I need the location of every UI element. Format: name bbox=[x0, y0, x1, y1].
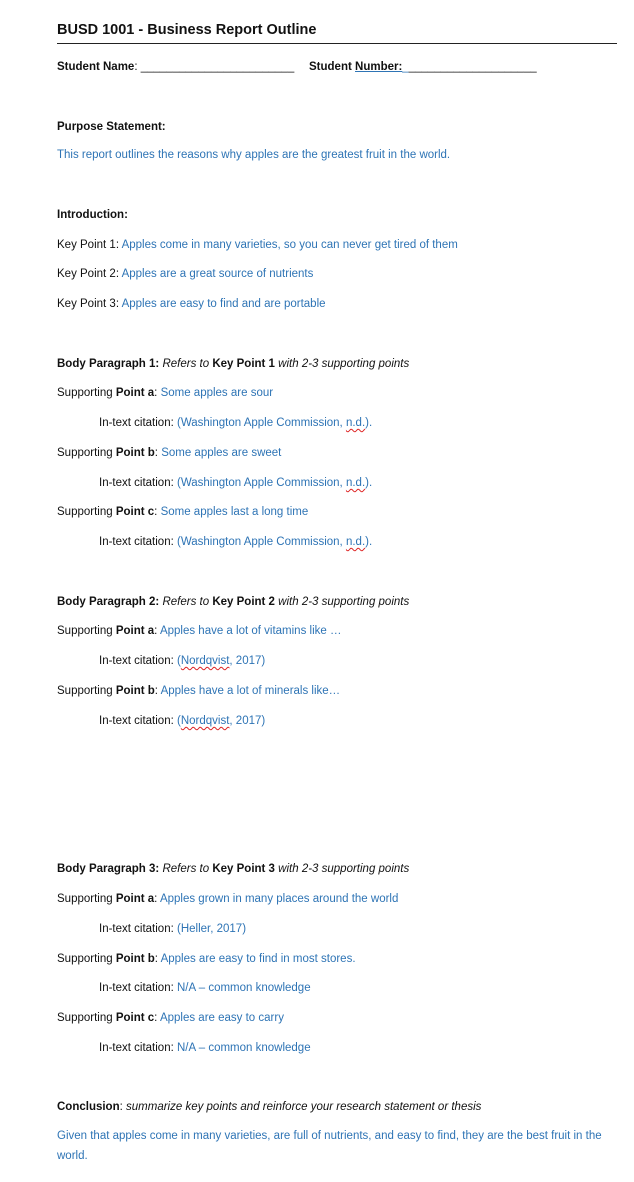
key-point-2[interactable] bbox=[57, 267, 313, 281]
point-text: Some apples are sour bbox=[160, 387, 274, 399]
citation-text bbox=[177, 655, 265, 667]
student-name-label: Student Name bbox=[57, 61, 135, 73]
point-prefix: Supporting bbox=[57, 893, 113, 905]
body1-citation-b[interactable] bbox=[99, 476, 372, 490]
key-point-label: Key Point 1: bbox=[57, 239, 120, 251]
body-suffix: with 2-3 supporting points bbox=[278, 358, 410, 370]
citation-label: In-text citation: bbox=[99, 1042, 174, 1054]
point-prefix: Supporting bbox=[57, 1012, 113, 1024]
body-heading-label: Body Paragraph 2: bbox=[57, 596, 160, 608]
citation-label: In-text citation: bbox=[99, 655, 174, 667]
point-label: Point b bbox=[115, 685, 155, 697]
citation-label: In-text citation: bbox=[99, 417, 174, 429]
point-text: Some apples are sweet bbox=[161, 447, 282, 459]
citation-text bbox=[177, 417, 372, 429]
spellcheck-word[interactable]: Nordqvist bbox=[180, 715, 230, 727]
title-rule bbox=[57, 43, 617, 44]
point-text: Apples have a lot of vitamins like … bbox=[159, 625, 342, 637]
citation-text bbox=[177, 477, 372, 489]
point-label: Point a bbox=[115, 893, 155, 905]
text-cursor: _ bbox=[402, 61, 409, 73]
citation-part: (Washington Apple Commission, bbox=[177, 477, 346, 489]
citation-text: N/A – common knowledge bbox=[177, 982, 311, 994]
body3-citation-c[interactable] bbox=[99, 1041, 311, 1055]
citation-part: ). bbox=[365, 477, 373, 489]
key-point-1[interactable] bbox=[57, 238, 458, 252]
citation-label: In-text citation: bbox=[99, 715, 174, 727]
body2-citation-a[interactable] bbox=[99, 654, 265, 668]
key-point-text: Apples are a great source of nutrients bbox=[121, 268, 314, 280]
body1-point-a[interactable]: Supporting Point a: Some apples are sour bbox=[57, 387, 274, 399]
point-text: Apples are easy to carry bbox=[159, 1012, 284, 1024]
body-refers: Refers to bbox=[162, 358, 210, 370]
point-text: Apples are easy to find in most stores. bbox=[160, 953, 356, 965]
point-label: Point b bbox=[115, 953, 155, 965]
citation-part: ). bbox=[365, 417, 373, 429]
body-heading-label: Body Paragraph 3: bbox=[57, 863, 160, 875]
citation-part: ). bbox=[365, 536, 373, 548]
body1-heading bbox=[57, 357, 409, 371]
body3-heading bbox=[57, 862, 409, 876]
spellcheck-word[interactable]: Nordqvist bbox=[180, 655, 230, 667]
point-label: Point c bbox=[115, 506, 155, 518]
citation-part: , 2017) bbox=[229, 655, 266, 667]
conclusion-label: Conclusion bbox=[57, 1101, 120, 1113]
point-label: Point a bbox=[115, 625, 155, 637]
key-point-label: Key Point 2: bbox=[57, 268, 120, 280]
body1-point-b[interactable]: Supporting Point b: Some apples are sweet bbox=[57, 447, 282, 459]
key-point-label: Key Point 3: bbox=[57, 298, 120, 310]
student-number-word: Number: bbox=[355, 61, 403, 73]
body1-citation-c[interactable] bbox=[99, 535, 372, 549]
point-prefix: Supporting bbox=[57, 506, 113, 518]
citation-label: In-text citation: bbox=[99, 536, 174, 548]
point-prefix: Supporting bbox=[57, 685, 113, 697]
body-refers: Refers to bbox=[162, 863, 210, 875]
body-key: Key Point 2 bbox=[212, 596, 275, 608]
spellcheck-word[interactable]: n.d. bbox=[345, 417, 366, 429]
body-suffix: with 2-3 supporting points bbox=[278, 863, 410, 875]
student-name-line[interactable] bbox=[57, 60, 294, 74]
spellcheck-word[interactable]: n.d. bbox=[345, 536, 366, 548]
point-text: Some apples last a long time bbox=[160, 506, 309, 518]
citation-text: (Heller, 2017) bbox=[177, 923, 247, 935]
conclusion-text[interactable]: Given that apples come in many varieties, are full of nutrients, and easy to find, they are the best fruit in the world. bbox=[57, 1130, 602, 1162]
body3-citation-a[interactable] bbox=[99, 922, 246, 936]
purpose-heading: Purpose Statement: bbox=[57, 121, 166, 133]
key-point-text: Apples come in many varieties, so you can never get tired of them bbox=[121, 239, 458, 251]
citation-label: In-text citation: bbox=[99, 923, 174, 935]
body2-heading bbox=[57, 595, 409, 609]
student-number-label: Student bbox=[309, 61, 352, 73]
citation-label: In-text citation: bbox=[99, 982, 174, 994]
citation-text: N/A – common knowledge bbox=[177, 1042, 311, 1054]
point-text: Apples grown in many places around the world bbox=[159, 893, 399, 905]
conclusion-heading: Conclusion: summarize key points and reinforce your research statement or thesis bbox=[57, 1101, 482, 1113]
point-prefix: Supporting bbox=[57, 625, 113, 637]
point-prefix: Supporting bbox=[57, 447, 113, 459]
citation-part: ( bbox=[177, 655, 181, 667]
body1-citation-a[interactable] bbox=[99, 416, 372, 430]
key-point-text: Apples are easy to find and are portable bbox=[121, 298, 326, 310]
body-refers: Refers to bbox=[162, 596, 210, 608]
point-prefix: Supporting bbox=[57, 387, 113, 399]
body-key: Key Point 1 bbox=[212, 358, 275, 370]
citation-part: (Washington Apple Commission, bbox=[177, 417, 346, 429]
document-title: BUSD 1001 - Business Report Outline bbox=[57, 22, 317, 38]
spellcheck-word[interactable]: n.d. bbox=[345, 477, 366, 489]
body3-point-b[interactable]: Supporting Point b: Apples are easy to find in most stores. bbox=[57, 953, 356, 965]
point-label: Point a bbox=[115, 387, 155, 399]
key-point-3[interactable] bbox=[57, 297, 326, 311]
body1-point-c[interactable]: Supporting Point c: Some apples last a long time bbox=[57, 506, 309, 518]
conclusion-instruction: summarize key points and reinforce your research statement or thesis bbox=[126, 1101, 482, 1113]
point-text: Apples have a lot of minerals like… bbox=[160, 685, 341, 697]
body3-point-c[interactable]: Supporting Point c: Apples are easy to carry bbox=[57, 1012, 284, 1024]
body3-point-a[interactable]: Supporting Point a: Apples grown in many places around the world bbox=[57, 893, 399, 905]
citation-label: In-text citation: bbox=[99, 477, 174, 489]
purpose-text[interactable]: This report outlines the reasons why apples are the greatest fruit in the world. bbox=[57, 149, 451, 161]
citation-text bbox=[177, 715, 265, 727]
body2-point-a[interactable]: Supporting Point a: Apples have a lot of vitamins like … bbox=[57, 625, 342, 637]
student-number-line[interactable] bbox=[309, 60, 537, 74]
body2-citation-b[interactable] bbox=[99, 714, 265, 728]
citation-part: ( bbox=[177, 715, 181, 727]
point-prefix: Supporting bbox=[57, 953, 113, 965]
citation-text bbox=[177, 536, 372, 548]
body2-point-b[interactable]: Supporting Point b: Apples have a lot of minerals like… bbox=[57, 685, 341, 697]
body3-citation-b[interactable] bbox=[99, 981, 311, 995]
student-name-blank[interactable]: : ________________________ bbox=[134, 61, 295, 73]
student-number-blank[interactable]: ____________________ bbox=[408, 61, 537, 73]
point-label: Point b bbox=[115, 447, 155, 459]
citation-part: , 2017) bbox=[229, 715, 266, 727]
body-suffix: with 2-3 supporting points bbox=[278, 596, 410, 608]
point-label: Point c bbox=[115, 1012, 155, 1024]
introduction-heading: Introduction: bbox=[57, 209, 128, 221]
citation-part: (Washington Apple Commission, bbox=[177, 536, 346, 548]
body-key: Key Point 3 bbox=[212, 863, 275, 875]
body-heading-label: Body Paragraph 1: bbox=[57, 358, 160, 370]
